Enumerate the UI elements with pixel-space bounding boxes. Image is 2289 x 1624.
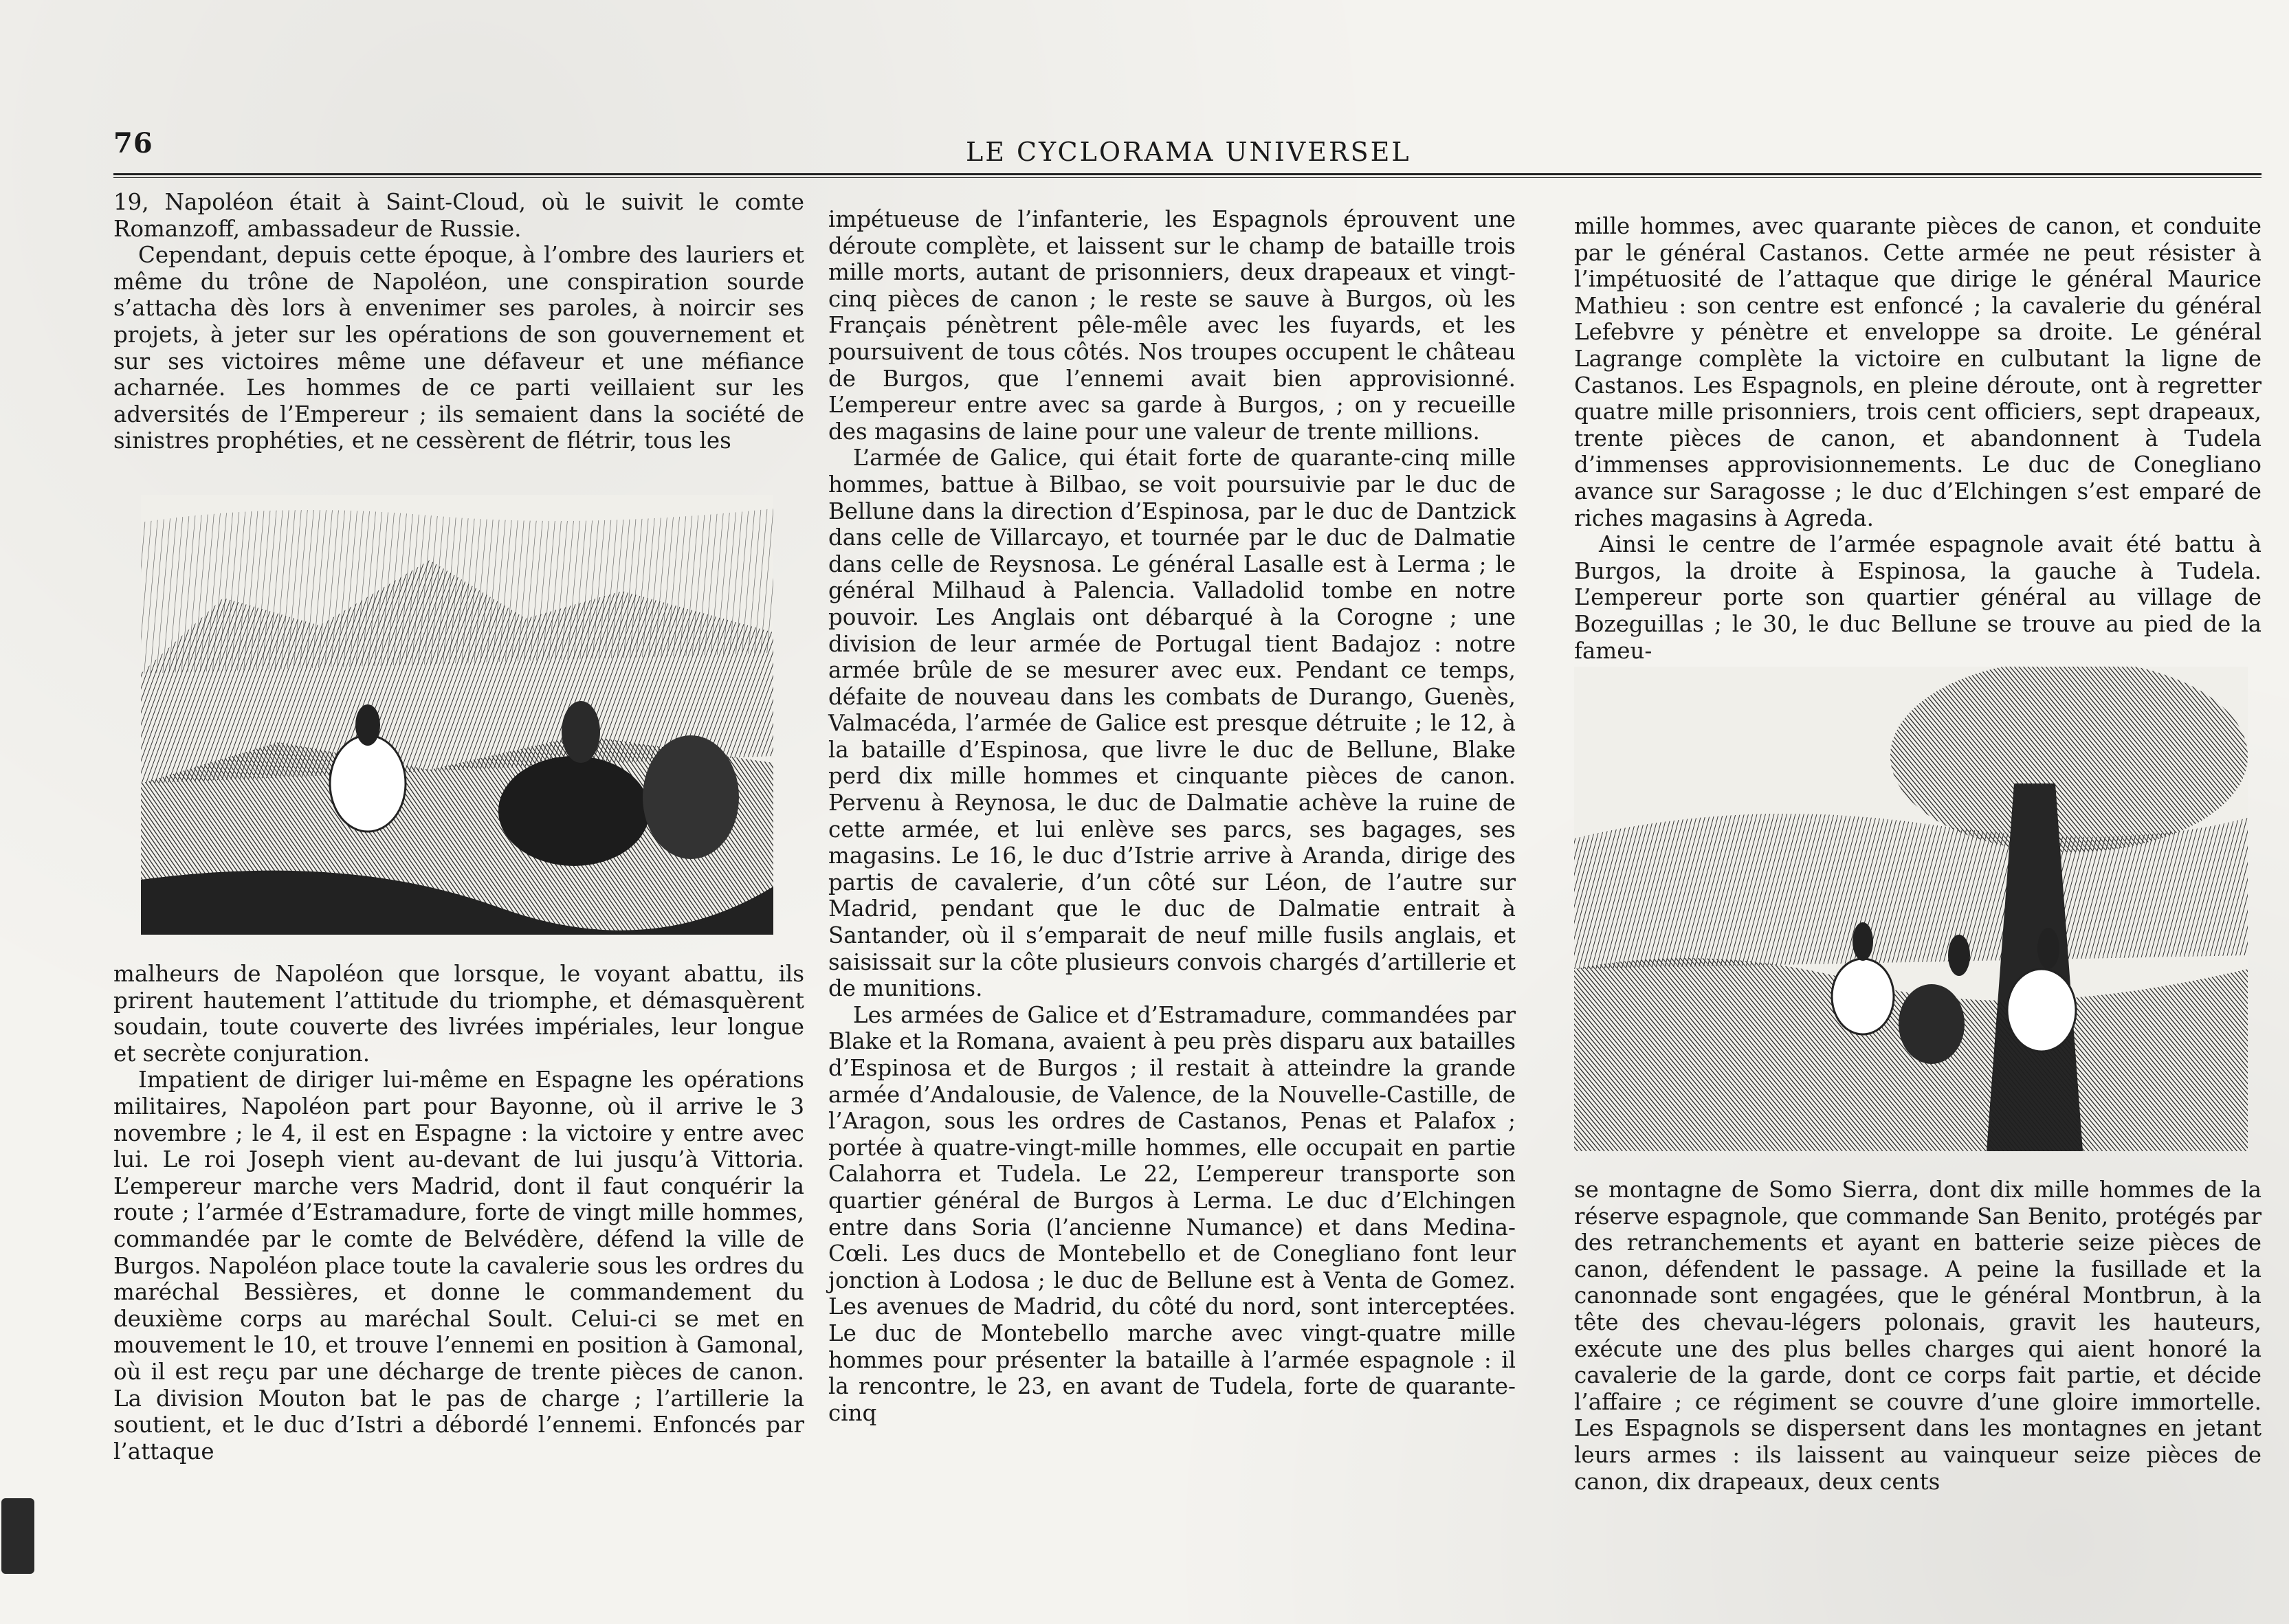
running-title: LE CYCLORAMA UNIVERSEL: [966, 137, 1411, 167]
paragraph: malheurs de Napoléon que lorsque, le voyant abattu, ils prirent hautement l’attitude du triomphe, et démasquèrent soudain, toute couverte des livrées impériales, leur longue et secrète conjuration.: [113, 961, 804, 1067]
column-2: [828, 206, 1516, 1426]
paragraph: Impatient de diriger lui-même en Espagne les opérations militaires, Napoléon part pour Bayonne, où il arrive le 3 novembre ; le 4, il est en Espagne : la victoire y entre avec lui. Le roi Joseph vient au-devant de lui jusqu’à Vittoria. L’empereur marche vers Madrid, dont il faut conquérir la route ; l’armée d’Estramadure, forte de vingt mille hommes, commandée par le comte de Belvédère, défend la ville de Burgos. Napoléon place toute la cavalerie sous les ordres du maréchal Bessières, et donne le commandement du deuxième corps au maréchal Soult. Celui-ci se met en mouvement le 10, et trouve l’ennemi en position à Gamonal, où il est reçu par une décharge de trente pièces de canon. La division Mouton bat le pas de charge ; l’artillerie la soutient, et le duc d’Istri a débordé l’ennemi. Enfoncés par l’attaque: [113, 1067, 804, 1465]
engraving-right-svg: [1574, 667, 2248, 1151]
paragraph: Cependant, depuis cette époque, à l’ombre des lauriers et même du trône de Napoléon, une conspiration sourde s’attacha dès lors à envenimer ses paroles, à noircir ses projets, à jeter sur les opérations de son gouvernement et sur ses victoires même une défaveur et une méfiance acharnée. Les hommes de ce parti veillaient sur les adversités de l’Empereur ; ils semaient dans la société de sinistres prophéties, et ne cessèrent de flétrir, tous les: [113, 242, 804, 454]
column-3-bottom: [1574, 1177, 2262, 1495]
engraving-mountain-cavalry: [141, 495, 773, 935]
engraving-left-svg: [141, 495, 773, 935]
header-rule: [113, 173, 2262, 178]
column-3-top: [1574, 213, 2262, 664]
page-number: 76: [113, 127, 153, 159]
engraving-tree-riders: [1574, 667, 2248, 1151]
margin-mark: [1, 1498, 34, 1574]
column-1-top: [113, 189, 804, 454]
page-header: [113, 127, 2262, 168]
paragraph: impétueuse de l’infanterie, les Espagnols éprouvent une déroute complète, et laissent sur le champ de bataille trois mille morts, autant de prisonniers, deux drapeaux et vingt-cinq pièces de canon ; le reste se sauve à Burgos, où les Français pénètrent pêle-mêle avec les fuyards, et les poursuivent de tous côtés. Nos troupes occupent le château de Burgos, que l’ennemi avait bien approvisionné. L’empereur entre avec sa garde à Burgos, ; on y recueille des magasins de laine pour une valeur de trente millions.: [828, 206, 1516, 445]
paragraph: L’armée de Galice, qui était forte de quarante-cinq mille hommes, battue à Bilbao, se voit poursuivie par le duc de Bellune dans la direction d’Espinosa, par le duc de Dantzick dans celle de Villarcayo, et tournée par le duc de Dalmatie dans celle de Reysnosa. Le général Lasalle est à Lerma ; le général Milhaud à Palencia. Valladolid tombe en notre pouvoir. Les Anglais ont débarqué à la Corogne ; une division de leur armée de Portugal tient Badajoz : notre armée brûle de se mesurer avec eux. Pendant ce temps, défaite de nouveau dans les combats de Durango, Guenès, Valmacéda, l’armée de Galice est presque détruite ; le 12, à la bataille d’Espinosa, que livre le duc de Bellune, Blake perd dix mille hommes et cinquante pièces de canon. Pervenu à Reynosa, le duc de Dalmatie achève la ruine de cette armée, et lui enlève ses parcs, ses bagages, ses magasins. Le 16, le duc d’Istrie arrive à Aranda, dirige des partis de cavalerie, d’un côté sur Léon, de l’autre sur Madrid, pendant que le duc de Dalmatie entrait à Santander, où il s’emparait de neuf mille fusils anglais, et saisissait sur la côte plusieurs convois chargés d’artillerie et de munitions.: [828, 445, 1516, 1002]
paragraph: 19, Napoléon était à Saint-Cloud, où le suivit le comte Romanzoff, ambassadeur de Russie.: [113, 189, 804, 242]
paragraph: mille hommes, avec quarante pièces de canon, et conduite par le général Castanos. Cette armée ne peut résister à l’impétuosité de l’attaque que dirige le général Maurice Mathieu : son centre est enfoncé ; la cavalerie du général Lefebvre y pénètre et enveloppe sa droite. Le général Lagrange complète la victoire en culbutant la ligne de Castanos. Les Espagnols, en pleine déroute, ont à regretter quatre mille prisonniers, trois cent officiers, sept drapeaux, trente pièces de canon, et abandonnent à Tudela d’immenses approvisionnements. Le duc de Conegliano avance sur Saragosse ; le duc d’Elchingen s’est emparé de riches magasins à Agreda.: [1574, 213, 2262, 531]
paragraph: se montagne de Somo Sierra, dont dix mille hommes de la réserve espagnole, que commande San Benito, protégés par des retranchements et ayant en batterie seize pièces de canon, défendent le passage. A peine la fusillade et la canonnade sont engagées, que le général Montbrun, à la tête des chevau-légers polonais, gravit les hauteurs, exécute une des plus belles charges qui aient honoré la cavalerie de la garde, dont ce corps fait partie, et décide l’affaire ; ce régiment se couvre d’une gloire immortelle. Les Espagnols se dispersent dans les montagnes en jetant leurs armes : ils laissent au vainqueur seize pièces de canon, dix drapeaux, deux cents: [1574, 1177, 2262, 1495]
paragraph: Les armées de Galice et d’Estramadure, commandées par Blake et la Romana, avaient à peu près disparu aux batailles d’Espinosa et de Burgos ; il restait à atteindre la grande armée d’Andalousie, de Valence, de la Nouvelle-Castille, de l’Aragon, sous les ordres de Castanos, Penas et Palafox ; portée à quatre-vingt-mille hommes, elle occupait en partie Calahorra et Tudela. Le 22, L’empereur transporte son quartier général de Burgos à Lerma. Le duc d’Elchingen entre dans Soria (l’ancienne Numance) et dans Medina-Cœli. Les ducs de Montebello et de Conegliano font leur jonction à Lodosa ; le duc de Bellune est à Venta de Gomez. Les avenues de Madrid, du côté du nord, sont interceptées. Le duc de Montebello marche avec vingt-quatre mille hommes pour présenter la bataille à l’armée espagnole : il la rencontre, le 23, en avant de Tudela, forte de quarante-cinq: [828, 1001, 1516, 1426]
column-1-bottom: [113, 961, 804, 1465]
paragraph: Ainsi le centre de l’armée espagnole avait été battu à Burgos, la droite à Espinosa, la gauche à Tudela. L’empereur porte son quartier général au village de Bozeguillas ; le 30, le duc Bellune se trouve au pied de la fameu-: [1574, 531, 2262, 664]
